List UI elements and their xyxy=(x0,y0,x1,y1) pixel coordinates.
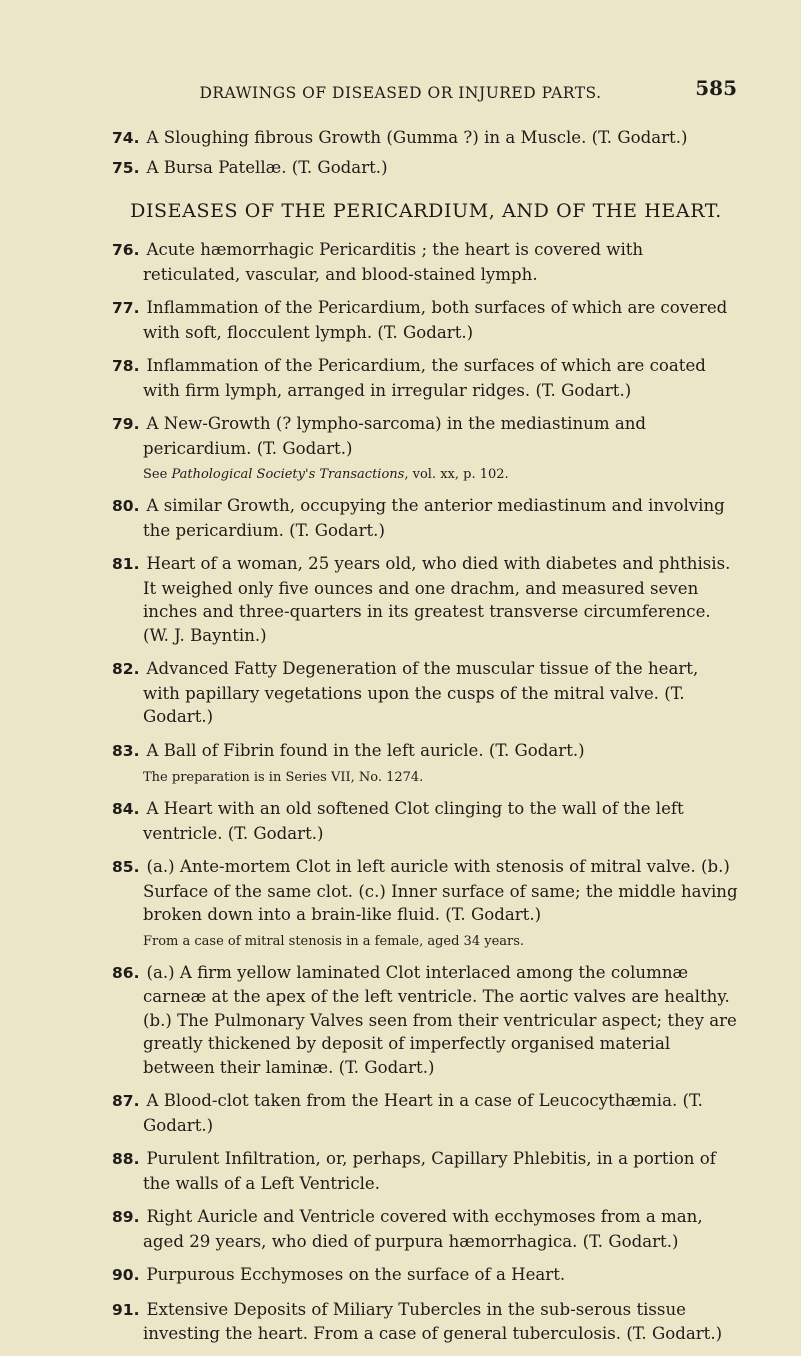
entry-note xyxy=(112,465,740,484)
entry-number: 89. xyxy=(112,1208,140,1226)
entry-text: (a.) A firm yellow laminated Clot interlaced among the columnæ carneæ at the apex of the left ventricle. The aortic valves are healthy. (b.) The Pulmonary Valves seen from their ventricular aspect; they are greatly thickened by deposit of imperfectly organised material between their laminæ. (T. Godart.) xyxy=(143,962,737,1077)
entry-text: A Sloughing fibrous Growth (Gumma ?) in a Muscle. (T. Godart.) xyxy=(146,128,688,147)
entry-number: 87. xyxy=(112,1092,140,1110)
catalogue-entry xyxy=(112,739,740,764)
entry-text: Heart of a woman, 25 years old, who died with diabetes and phthisis. It weighed only five ounces and one drachm, and measured seven inches and three-quarters in its greatest transverse circumference. (W. J. Bayntin.) xyxy=(143,554,731,645)
entry-text: A similar Growth, occupying the anterior mediastinum and involving the pericardium. (T. Godart.) xyxy=(143,496,725,540)
journal-title: Pathological Society's Transactions xyxy=(171,467,405,482)
catalogue-entry xyxy=(112,296,740,344)
entry-text: Inflammation of the Pericardium, both surfaces of which are covered with soft, flocculent lymph. (T. Godart.) xyxy=(143,298,728,342)
entry-number: 83. xyxy=(112,741,140,760)
catalogue-entry xyxy=(112,961,740,1080)
entry-text: Acute hæmorrhagic Pericarditis ; the heart is covered with reticulated, vascular, and blood-stained lymph. xyxy=(143,240,644,284)
page-number: 585 xyxy=(695,76,737,100)
running-head: DRAWINGS OF DISEASED OR INJURED PARTS. xyxy=(199,84,602,102)
entry-number: 77. xyxy=(112,299,140,317)
catalogue-entry xyxy=(112,412,740,460)
catalogue-entry xyxy=(112,238,740,286)
catalogue-entry xyxy=(112,354,740,402)
catalogue-entry xyxy=(112,1205,740,1253)
catalogue-entry xyxy=(112,1298,740,1346)
catalogue-entry xyxy=(112,855,740,927)
entry-note: The preparation is in Series VII, No. 1274. xyxy=(143,770,424,785)
catalogue-entry xyxy=(112,797,740,845)
entry-number: 91. xyxy=(112,1300,140,1319)
entry-number: 80. xyxy=(112,497,140,515)
entry-text: A New-Growth (? lympho-sarcoma) in the mediastinum and pericardium. (T. Godart.) xyxy=(143,414,647,458)
catalogue-entry xyxy=(112,126,740,151)
note-suffix: , vol. xx, p. 102. xyxy=(404,467,509,482)
entry-text: Inflammation of the Pericardium, the surfaces of which are coated with firm lymph, arranged in irregular ridges. (T. Godart.) xyxy=(143,356,706,400)
entry-text: Extensive Deposits of Miliary Tubercles in the sub-serous tissue investing the heart. From a case of general tuberculosis. (T. Godart.) xyxy=(143,1299,723,1343)
entry-number: 90. xyxy=(112,1266,140,1284)
entry-number: 84. xyxy=(112,800,140,818)
entry-number: 82. xyxy=(112,660,140,678)
entry-text: Purpurous Ecchymoses on the surface of a Heart. xyxy=(146,1265,566,1284)
entry-text: Right Auricle and Ventricle covered with ecchymoses from a man, aged 29 years, who died of purpura hæmorrhagica. (T. Godart.) xyxy=(143,1207,703,1251)
entry-number: 74. xyxy=(112,129,140,147)
entry-text: Purulent Infiltration, or, perhaps, Capillary Phlebitis, in a portion of the walls of a Left Ventricle. xyxy=(143,1149,716,1193)
entry-text: Advanced Fatty Degeneration of the muscular tissue of the heart, with papillary vegetations upon the cusps of the mitral valve. (T. Godart.) xyxy=(143,659,699,726)
entry-text: A Ball of Fibrin found in the left auricle. (T. Godart.) xyxy=(146,740,585,760)
catalogue-entry xyxy=(112,1263,740,1288)
entry-number: 85. xyxy=(112,858,140,876)
note-prefix: See xyxy=(143,467,172,482)
entry-note: From a case of mitral stenosis in a female, aged 34 years. xyxy=(143,933,525,949)
catalogue-entry xyxy=(112,1147,740,1195)
entry-number: 81. xyxy=(112,555,140,573)
catalogue-entry xyxy=(112,494,740,542)
entry-number: 78. xyxy=(112,357,140,375)
entry-text: A Blood-clot taken from the Heart in a case of Leucocythæmia. (T. Godart.) xyxy=(143,1091,703,1135)
entry-text: A Heart with an old softened Clot clinging to the wall of the left ventricle. (T. Godart.) xyxy=(143,799,684,843)
page-content xyxy=(112,126,740,1356)
catalogue-entry xyxy=(112,657,740,729)
catalogue-entry xyxy=(112,552,740,647)
entry-number: 76. xyxy=(112,241,140,259)
catalogue-entry xyxy=(112,156,740,181)
entry-number: 79. xyxy=(112,415,140,433)
section-heading: DISEASES OF THE PERICARDIUM, AND OF THE HEART. xyxy=(130,200,722,222)
entry-text: A Bursa Patellæ. (T. Godart.) xyxy=(146,157,388,177)
entry-number: 86. xyxy=(112,963,140,982)
catalogue-entry xyxy=(112,1089,740,1137)
entry-number: 75. xyxy=(112,158,140,177)
entry-number: 88. xyxy=(112,1150,140,1168)
entry-text: (a.) Ante-mortem Clot in left auricle with stenosis of mitral valve. (b.) Surface of the same clot. (c.) Inner surface of same; the middle having broken down into a brain-like fluid. (T. Godart.) xyxy=(143,857,738,924)
